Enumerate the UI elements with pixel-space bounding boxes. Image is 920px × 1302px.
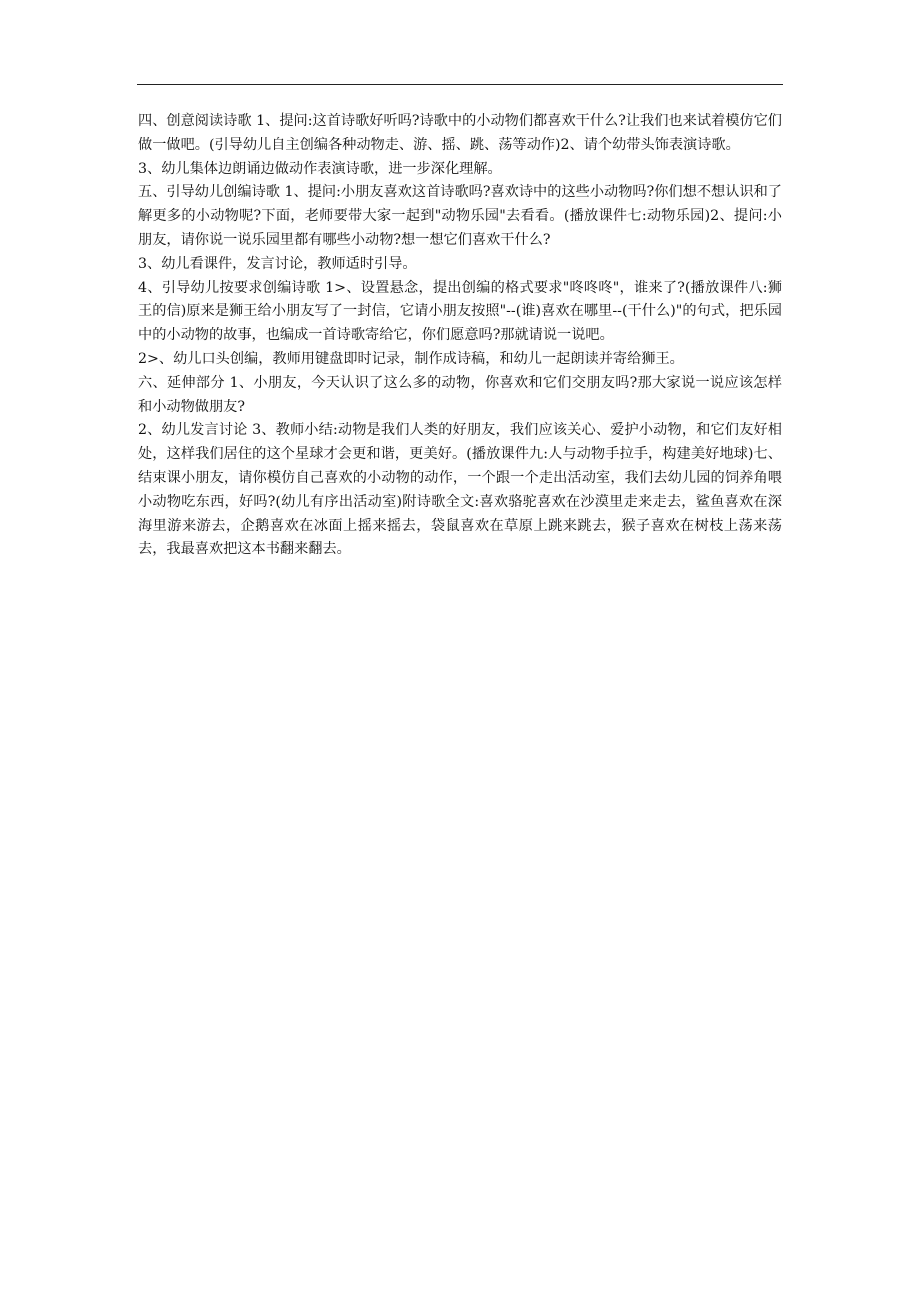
paragraph-section-5: 五、引导幼儿创编诗歌 1、提问:小朋友喜欢这首诗歌吗?喜欢诗中的这些小动物吗?你们想不想认识和了解更多的小动物呢?下面，老师要带大家一起到"动物乐园"去看看。(播放课件七:动物乐园)2、提问:小朋友，请你说一说乐园里都有哪些小动物?想一想它们喜欢干什么? <box>138 184 782 248</box>
paragraph-section-4: 四、创意阅读诗歌 1、提问:这首诗歌好听吗?诗歌中的小动物们都喜欢干什么?让我们也来试着模仿它们做一做吧。(引导幼儿自主创编各种动物走、游、摇、跳、荡等动作)2、请个幼带头饰表演诗歌。 <box>138 113 782 153</box>
paragraph-discussion: 3、幼儿看课件，发言讨论，教师适时引导。 <box>138 255 417 272</box>
paragraph-recital: 3、幼儿集体边朗诵边做动作表演诗歌，进一步深化理解。 <box>138 160 502 177</box>
paragraph-section-6: 六、延伸部分 1、小朋友，今天认识了这么多的动物，你喜欢和它们交朋友吗?那大家说一说应该怎样和小动物做朋友? <box>138 374 782 415</box>
paragraph-summary-poem: 2、幼儿发言讨论 3、教师小结:动物是我们人类的好朋友，我们应该关心、爱护小动物，和它们友好相处，这样我们居住的这个星球才会更和谐，更美好。(播放课件九:人与动物手拉手，构建美好地球)七、结束课小朋友，请你模仿自己喜欢的小动物的动作，一个跟一个走出活动室，我们去幼儿园的饲养角喂小动物吃东西，好吗?(幼儿有序出活动室)附诗歌全文:喜欢骆驼喜欢在沙漠里走来走去，鲨鱼喜欢在深海里游来游去，企鹅喜欢在冰面上摇来摇去，袋鼠喜欢在草原上跳来跳去，猴子喜欢在树枝上荡来荡去，我最喜欢把这本书翻来翻去。 <box>138 422 782 558</box>
header-rule <box>137 84 783 85</box>
paragraph-oral-creation: 2>、幼儿口头创编，教师用键盘即时记录，制作成诗稿，和幼儿一起朗读并寄给狮王。 <box>138 350 684 367</box>
document-body <box>138 110 782 562</box>
paragraph-creation-task: 4、引导幼儿按要求创编诗歌 1>、设置悬念，提出创编的格式要求"咚咚咚"，谁来了?(播放课件八:狮王的信)原来是狮王给小朋友写了一封信，它请小朋友按照"--(谁)喜欢在哪里--(干什么)"的句式，把乐园中的小动物的故事，也编成一首诗歌寄给它，你们愿意吗?那就请说一说吧。 <box>138 279 782 344</box>
